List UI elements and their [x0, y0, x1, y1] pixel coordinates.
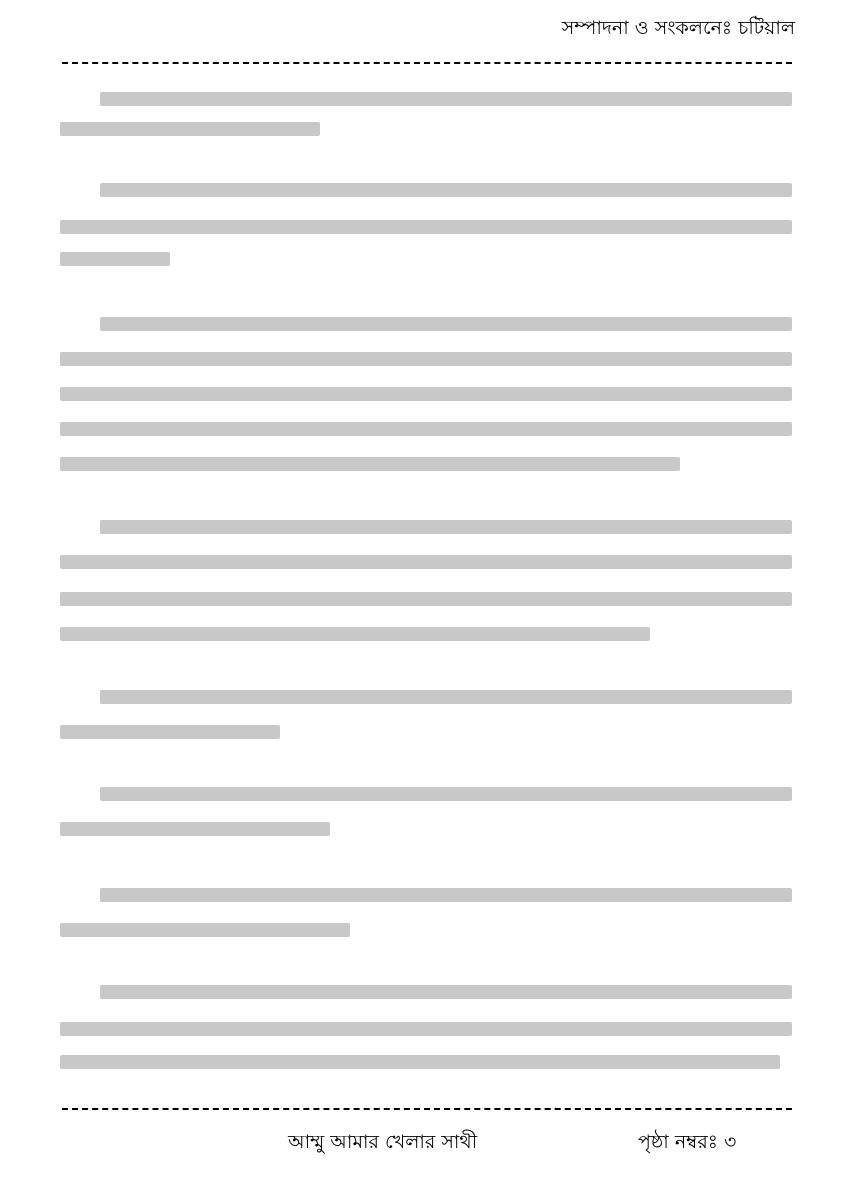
redacted-text-line	[100, 985, 792, 999]
redacted-text-line	[100, 690, 792, 704]
redacted-text-line	[100, 520, 792, 534]
redacted-text-line	[100, 183, 792, 197]
redacted-text-line	[100, 317, 792, 331]
redacted-text-line	[100, 787, 792, 801]
redacted-text-line	[60, 422, 792, 436]
redacted-text-line	[60, 923, 350, 937]
redacted-text-line	[60, 592, 792, 606]
redacted-text-line	[60, 1055, 780, 1069]
redacted-text-line	[60, 725, 280, 739]
redacted-text-line	[60, 387, 792, 401]
page-number: পৃষ্ঠা নম্বরঃ ৩	[638, 1131, 737, 1153]
redacted-text-line	[100, 92, 792, 106]
redacted-text-line	[60, 555, 792, 569]
redacted-text-line	[60, 822, 330, 836]
header-credit: সম্পাদনা ও সংকলনেঃ চটিয়াল	[561, 17, 795, 39]
redacted-text-line	[100, 888, 792, 902]
redacted-text-line	[60, 252, 170, 266]
bottom-divider	[62, 1108, 792, 1110]
redacted-text-line	[60, 457, 680, 471]
redacted-text-line	[60, 1022, 792, 1036]
redacted-text-line	[60, 352, 792, 366]
redacted-text-line	[60, 122, 320, 136]
top-divider	[62, 62, 792, 64]
redacted-text-line	[60, 627, 650, 641]
redacted-text-line	[60, 220, 792, 234]
footer-title: আম্মু আমার খেলার সাথী	[288, 1131, 478, 1153]
